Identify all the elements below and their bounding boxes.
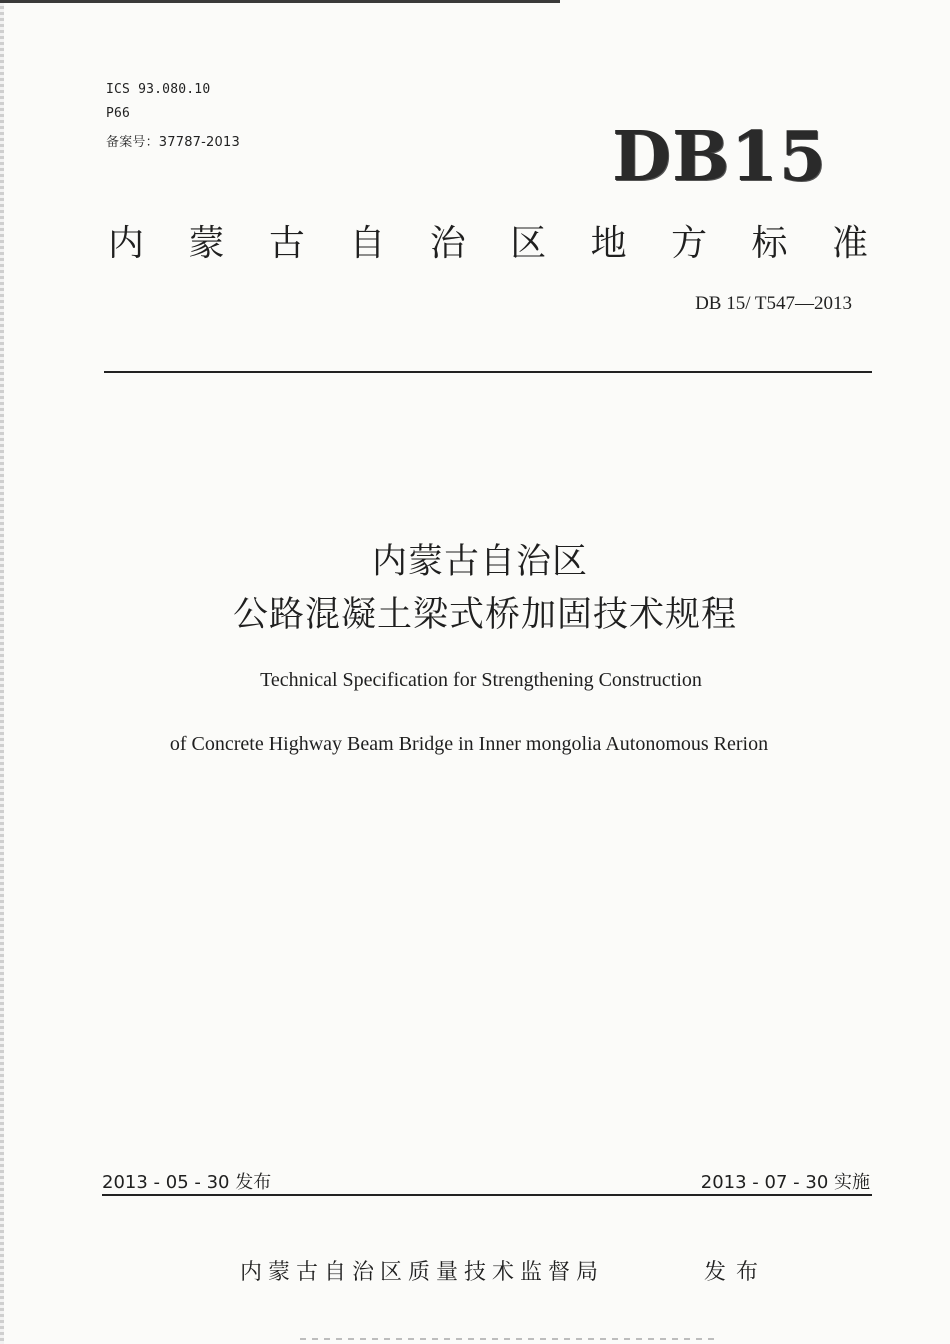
standard-category-char: 地 — [590, 223, 627, 264]
standard-category-char: 治 — [429, 223, 466, 264]
standard-category — [108, 216, 868, 272]
title-cn-line2: 公路混凝土梁式桥加固技术规程 — [232, 595, 737, 635]
header-divider — [104, 371, 872, 373]
standard-number: DB 15/ T547—2013 — [695, 293, 852, 314]
title-en-line1: Technical Specification for Strengthening Construction — [260, 669, 702, 691]
scan-edge-top — [0, 0, 560, 3]
scan-edge — [0, 0, 4, 1344]
db15-logo: DB15 — [612, 117, 828, 197]
date-divider — [102, 1194, 872, 1196]
standard-category-char: 方 — [671, 223, 708, 264]
title-en-line2: of Concrete Highway Beam Bridge in Inner mongolia Autonomous Rerion — [169, 733, 769, 755]
standard-category-char: 蒙 — [188, 223, 225, 264]
title-cn-line1: 内蒙古自治区 — [371, 542, 588, 582]
ics-code: ICS 93.080.10 — [106, 82, 211, 97]
standard-category-char: 标 — [751, 223, 788, 264]
scan-edge-bottom — [300, 1338, 720, 1340]
standard-category-char: 古 — [268, 223, 305, 264]
implementation-date: 2013 - 07 - 30 实施 — [700, 1172, 870, 1193]
classification-code: P66 — [106, 106, 131, 121]
record-number: 备案号：37787-2013 — [106, 135, 240, 150]
standard-category-char: 内 — [108, 223, 145, 264]
standard-category-char: 区 — [510, 223, 547, 264]
standard-category-char: 准 — [831, 223, 868, 264]
publisher-name: 内蒙古自治区质量技术监督局 — [240, 1260, 605, 1285]
standard-category-char: 自 — [349, 223, 386, 264]
publish-label: 发布 — [704, 1260, 769, 1285]
issue-date: 2013 - 05 - 30 发布 — [102, 1172, 272, 1193]
